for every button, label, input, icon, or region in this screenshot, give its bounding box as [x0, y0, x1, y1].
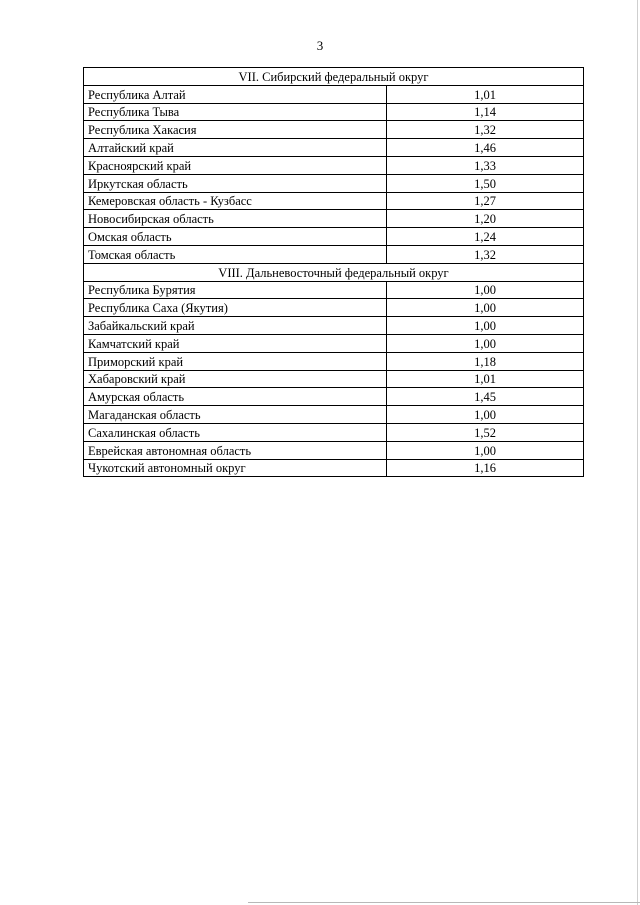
table-row — [84, 406, 584, 424]
section-title: VII. Сибирский федеральный округ — [84, 68, 584, 86]
coefficient-cell: 1,50 — [387, 174, 584, 192]
section-header-row — [84, 68, 584, 86]
table-row — [84, 423, 584, 441]
table-row — [84, 441, 584, 459]
table-body — [84, 68, 584, 477]
table-row — [84, 139, 584, 157]
region-name-cell: Приморский край — [84, 352, 387, 370]
region-name-cell: Республика Тыва — [84, 103, 387, 121]
table-row — [84, 228, 584, 246]
scan-edge-right — [637, 0, 638, 905]
region-name-cell: Еврейская автономная область — [84, 441, 387, 459]
region-name-cell: Магаданская область — [84, 406, 387, 424]
region-name-cell: Камчатский край — [84, 334, 387, 352]
table-row — [84, 192, 584, 210]
table-row — [84, 317, 584, 335]
coefficient-cell: 1,16 — [387, 459, 584, 477]
table-row — [84, 121, 584, 139]
region-name-cell: Томская область — [84, 245, 387, 263]
coefficient-cell: 1,00 — [387, 334, 584, 352]
coefficient-cell: 1,01 — [387, 370, 584, 388]
coefficients-table — [83, 67, 584, 477]
coefficient-cell: 1,00 — [387, 281, 584, 299]
region-name-cell: Республика Бурятия — [84, 281, 387, 299]
table-row — [84, 156, 584, 174]
section-title: VIII. Дальневосточный федеральный округ — [84, 263, 584, 281]
table-row — [84, 103, 584, 121]
table-row — [84, 299, 584, 317]
section-header-row — [84, 263, 584, 281]
table-row — [84, 245, 584, 263]
coefficient-cell: 1,32 — [387, 245, 584, 263]
table-row — [84, 334, 584, 352]
region-name-cell: Забайкальский край — [84, 317, 387, 335]
coefficient-cell: 1,00 — [387, 317, 584, 335]
scan-edge-bottom — [248, 902, 640, 903]
region-name-cell: Республика Саха (Якутия) — [84, 299, 387, 317]
coefficient-cell: 1,00 — [387, 441, 584, 459]
coefficient-cell: 1,24 — [387, 228, 584, 246]
coefficient-cell: 1,20 — [387, 210, 584, 228]
page-number: 3 — [316, 38, 324, 53]
coefficient-cell: 1,00 — [387, 299, 584, 317]
table-row — [84, 388, 584, 406]
region-name-cell: Хабаровский край — [84, 370, 387, 388]
table-row — [84, 85, 584, 103]
table-row — [84, 281, 584, 299]
coefficient-cell: 1,52 — [387, 423, 584, 441]
coefficient-cell: 1,18 — [387, 352, 584, 370]
table-row — [84, 352, 584, 370]
region-name-cell: Амурская область — [84, 388, 387, 406]
table-row — [84, 459, 584, 477]
coefficient-cell: 1,45 — [387, 388, 584, 406]
region-name-cell: Омская область — [84, 228, 387, 246]
region-name-cell: Кемеровская область - Кузбасс — [84, 192, 387, 210]
coefficient-cell: 1,01 — [387, 85, 584, 103]
table-row — [84, 370, 584, 388]
coefficient-cell: 1,00 — [387, 406, 584, 424]
region-name-cell: Чукотский автономный округ — [84, 459, 387, 477]
coefficient-cell: 1,27 — [387, 192, 584, 210]
region-name-cell: Новосибирская область — [84, 210, 387, 228]
table-row — [84, 174, 584, 192]
coefficient-cell: 1,33 — [387, 156, 584, 174]
table-row — [84, 210, 584, 228]
region-name-cell: Сахалинская область — [84, 423, 387, 441]
coefficient-cell: 1,32 — [387, 121, 584, 139]
region-name-cell: Алтайский край — [84, 139, 387, 157]
coefficient-cell: 1,14 — [387, 103, 584, 121]
region-name-cell: Иркутская область — [84, 174, 387, 192]
region-name-cell: Республика Хакасия — [84, 121, 387, 139]
region-name-cell: Республика Алтай — [84, 85, 387, 103]
region-name-cell: Красноярский край — [84, 156, 387, 174]
coefficient-cell: 1,46 — [387, 139, 584, 157]
